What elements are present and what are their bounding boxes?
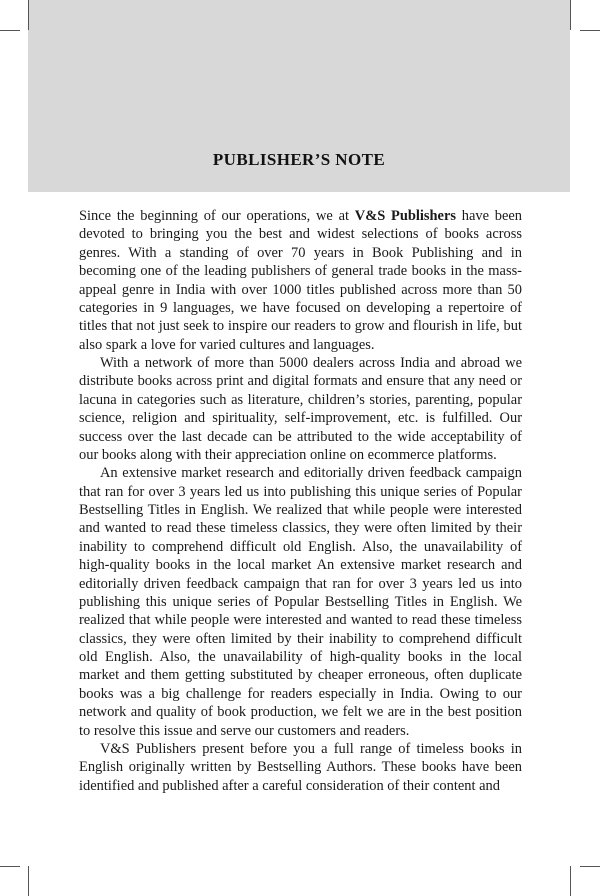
paragraph-2: With a network of more than 5000 dealers across India and abroad we distribute books across print and digital formats and ensure that any need or lacuna in categories such as literature, children’s stories, parenting, popular science, religion and spirituality, self-improvement, etc. is fulfilled. Our success over the last decade can be attributed to the wide acceptability of our books along with their appreciation online on ecommerce platforms. [79,355,522,463]
crop-mark-bottom-left-h [0,866,20,867]
publisher-name: V&S Publishers [354,208,456,224]
page-title: PUBLISHER’S NOTE [212,150,386,169]
paragraph-1-intro: Since the beginning of our operations, we at [79,208,355,224]
crop-mark-bottom-right [570,866,571,896]
crop-mark-top-right-h [580,30,600,31]
crop-mark-top-right [570,0,571,30]
body-text [79,207,522,795]
crop-mark-top-left-h [0,30,20,31]
paragraph-1-rest: have been devoted to bringing you the best and widest selections of books across genres. With a standing of over 70 years in Book Publishing and in becoming one of the leading publishers of general trade books in the mass-appeal genre in India with over 1000 titles published across more than 50 categories in 9 languages, we have focused on developing a repertoire of titles that not just seek to inspire our readers to grow and flourish in life, but also spark a love for varied cultures and languages. [79,208,522,353]
paragraph-1 [79,207,522,354]
paragraph-3: An extensive market research and editorially driven feedback campaign that ran for over 3 years led us into publishing this unique series of Popular Bestselling Titles in English. We realized that while people were interested and wanted to read these timeless classics, they were often limited by their inability to comprehend difficult old English. Also, the unavailability of high-quality books in the local market An extensive market research and editorially driven feedback campaign that ran for over 3 years led us into publishing this unique series of Popular Bestselling Titles in English. We realized that while people were interested and wanted to read these timeless classics, they were often limited by their inability to comprehend difficult old English. Also, the unavailability of high-quality books in the local market and them getting substituted by cheaper erroneous, often duplicate books was a big challenge for readers especially in India. Owing to our network and quality of book production, we felt we are in the best position to resolve this issue and serve our customers and readers. [79,465,522,739]
paragraph-4: V&S Publishers present before you a full range of timeless books in English originally written by Bestselling Authors. These books have been identified and published after a careful consideration of their content and [79,740,522,794]
crop-mark-bottom-left [28,866,29,896]
crop-mark-top-left [28,0,29,30]
crop-mark-bottom-right-h [580,866,600,867]
